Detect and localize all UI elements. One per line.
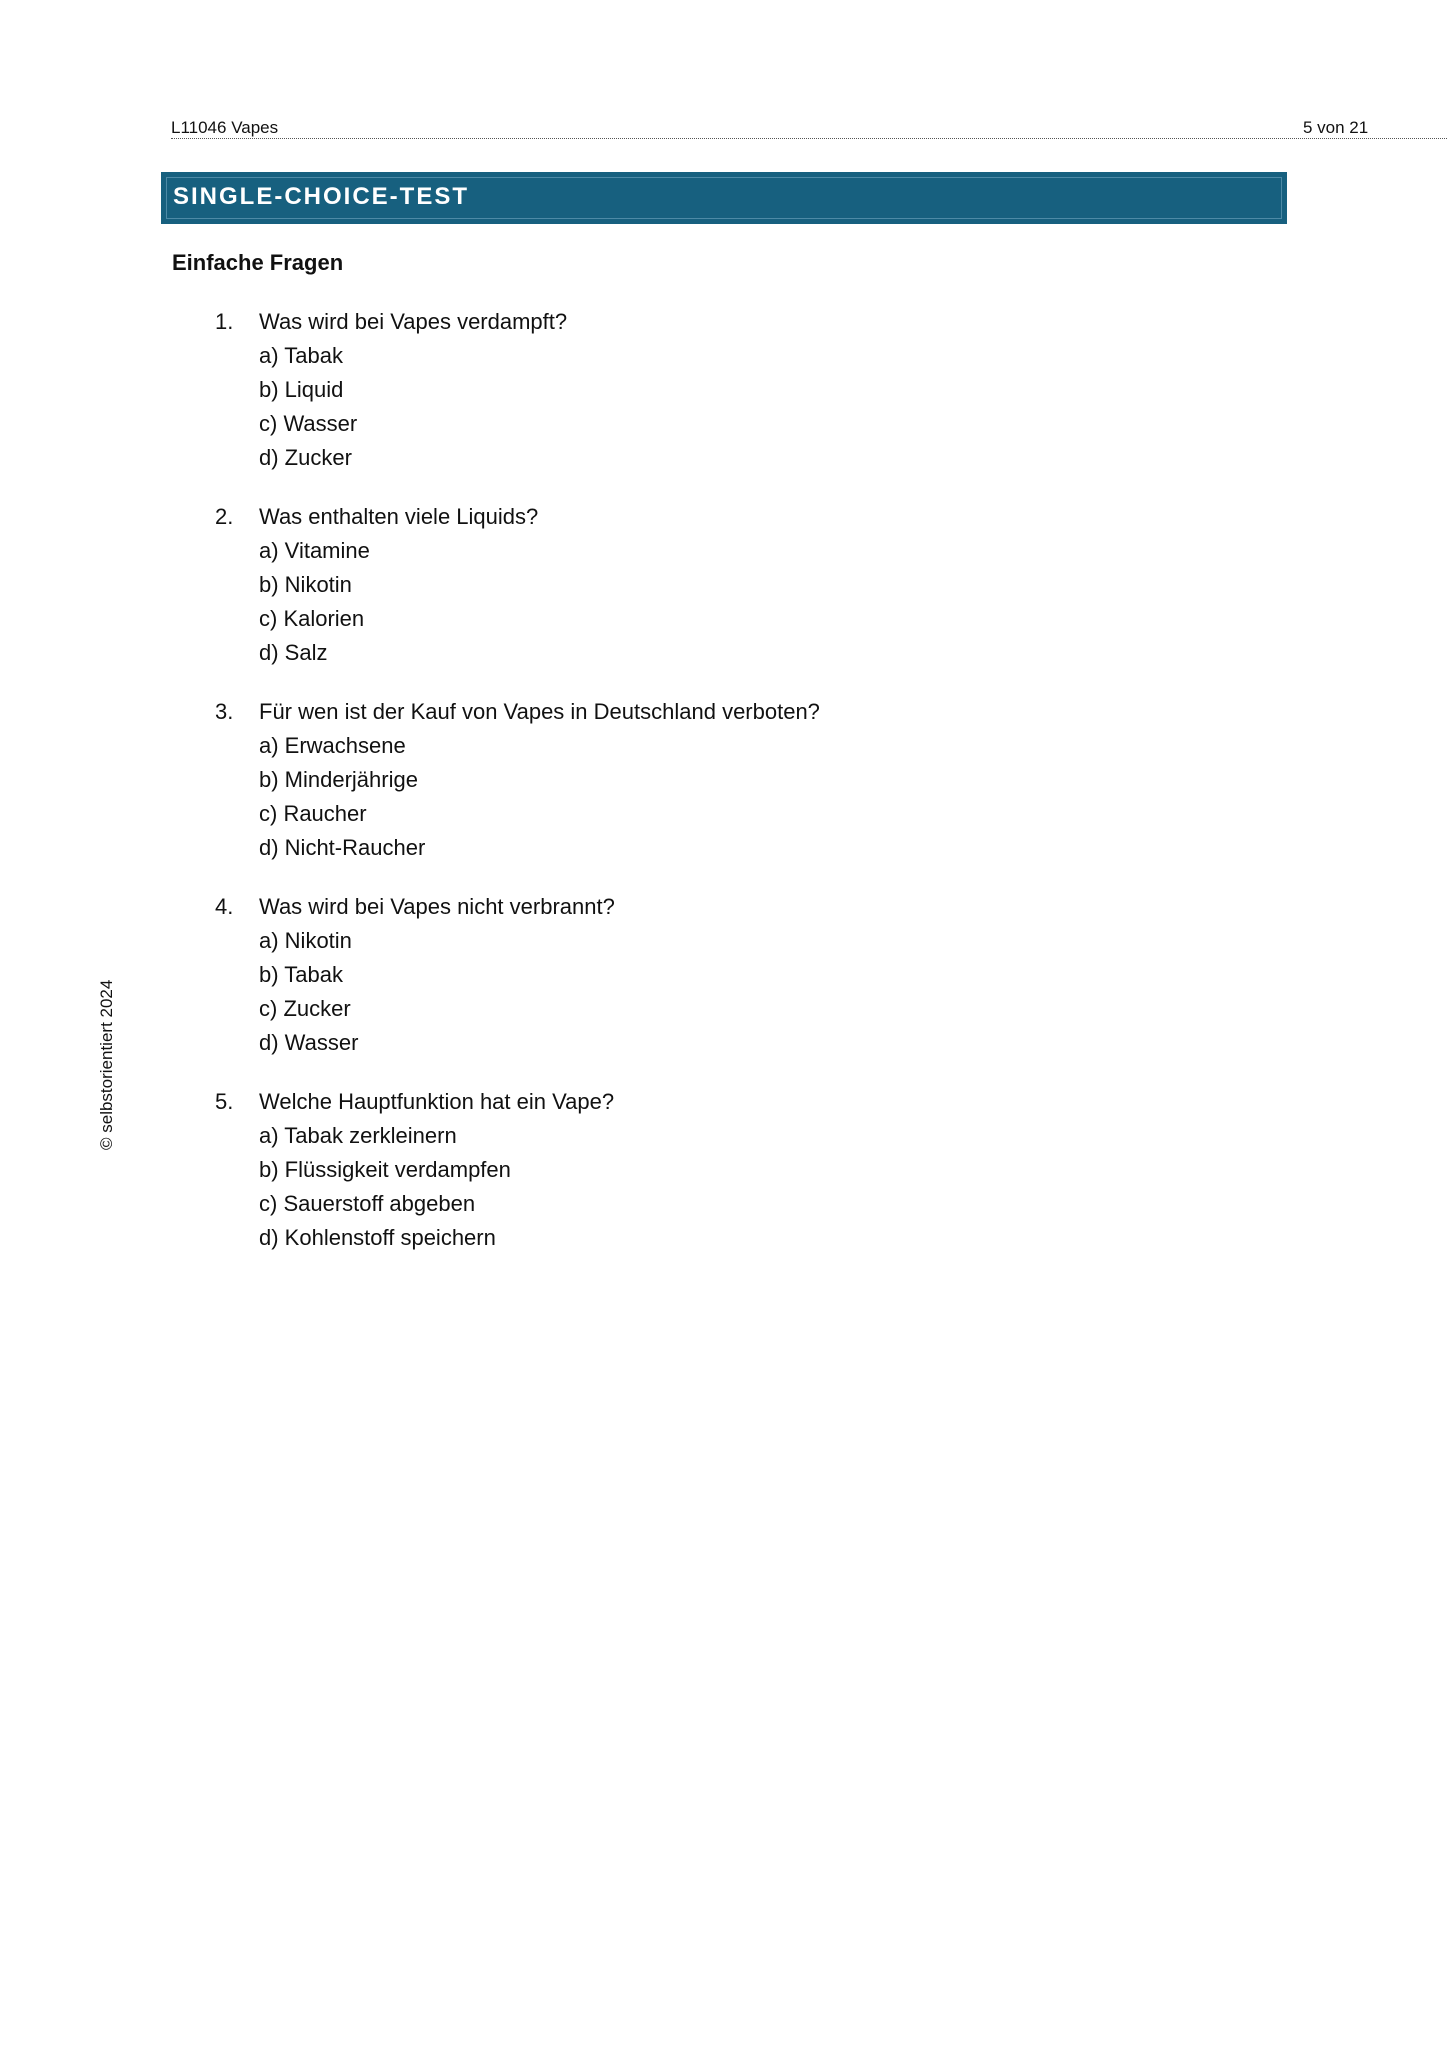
answer-option: b) Tabak xyxy=(259,962,343,987)
answer-option: a) Nikotin xyxy=(259,928,352,953)
question-number: 2. xyxy=(215,504,234,529)
answer-option: b) Nikotin xyxy=(259,572,352,597)
answer-option: d) Wasser xyxy=(259,1030,359,1055)
answer-option: c) Kalorien xyxy=(259,606,365,631)
answer-option: d) Nicht-Raucher xyxy=(259,835,426,860)
question-number: 5. xyxy=(215,1089,234,1114)
answer-option: c) Wasser xyxy=(259,411,358,436)
answer-option: d) Zucker xyxy=(259,445,352,470)
page-header xyxy=(171,114,1447,139)
page-number: 5 von 21 xyxy=(1303,118,1369,137)
answer-option: b) Flüssigkeit verdampfen xyxy=(259,1157,511,1182)
answer-option: c) Raucher xyxy=(259,801,367,826)
banner-title: SINGLE-CHOICE-TEST xyxy=(173,183,470,210)
copyright-notice: © selbstorientiert 2024 xyxy=(97,979,116,1150)
section-banner xyxy=(161,172,1287,224)
answer-option: d) Kohlenstoff speichern xyxy=(259,1225,496,1250)
question-number: 3. xyxy=(215,699,234,724)
question-number: 4. xyxy=(215,894,234,919)
answer-option: a) Erwachsene xyxy=(259,733,406,758)
answer-option: b) Minderjährige xyxy=(259,767,418,792)
answer-option: a) Tabak zerkleinern xyxy=(259,1123,457,1148)
answer-option: c) Zucker xyxy=(259,996,351,1021)
section-title: Einfache Fragen xyxy=(172,250,344,275)
answer-option: b) Liquid xyxy=(259,377,344,402)
question-text: Welche Hauptfunktion hat ein Vape? xyxy=(259,1089,615,1114)
answer-option: a) Tabak xyxy=(259,343,343,368)
answer-option: c) Sauerstoff abgeben xyxy=(259,1191,476,1216)
question-number: 1. xyxy=(215,309,234,334)
question-text: Für wen ist der Kauf von Vapes in Deutschland verboten? xyxy=(259,699,820,724)
question-text: Was wird bei Vapes nicht verbrannt? xyxy=(259,894,615,919)
question-text: Was wird bei Vapes verdampft? xyxy=(259,309,568,334)
document-title: L11046 Vapes xyxy=(171,118,279,137)
answer-option: d) Salz xyxy=(259,640,328,665)
answer-option: a) Vitamine xyxy=(259,538,370,563)
question-text: Was enthalten viele Liquids? xyxy=(259,504,539,529)
